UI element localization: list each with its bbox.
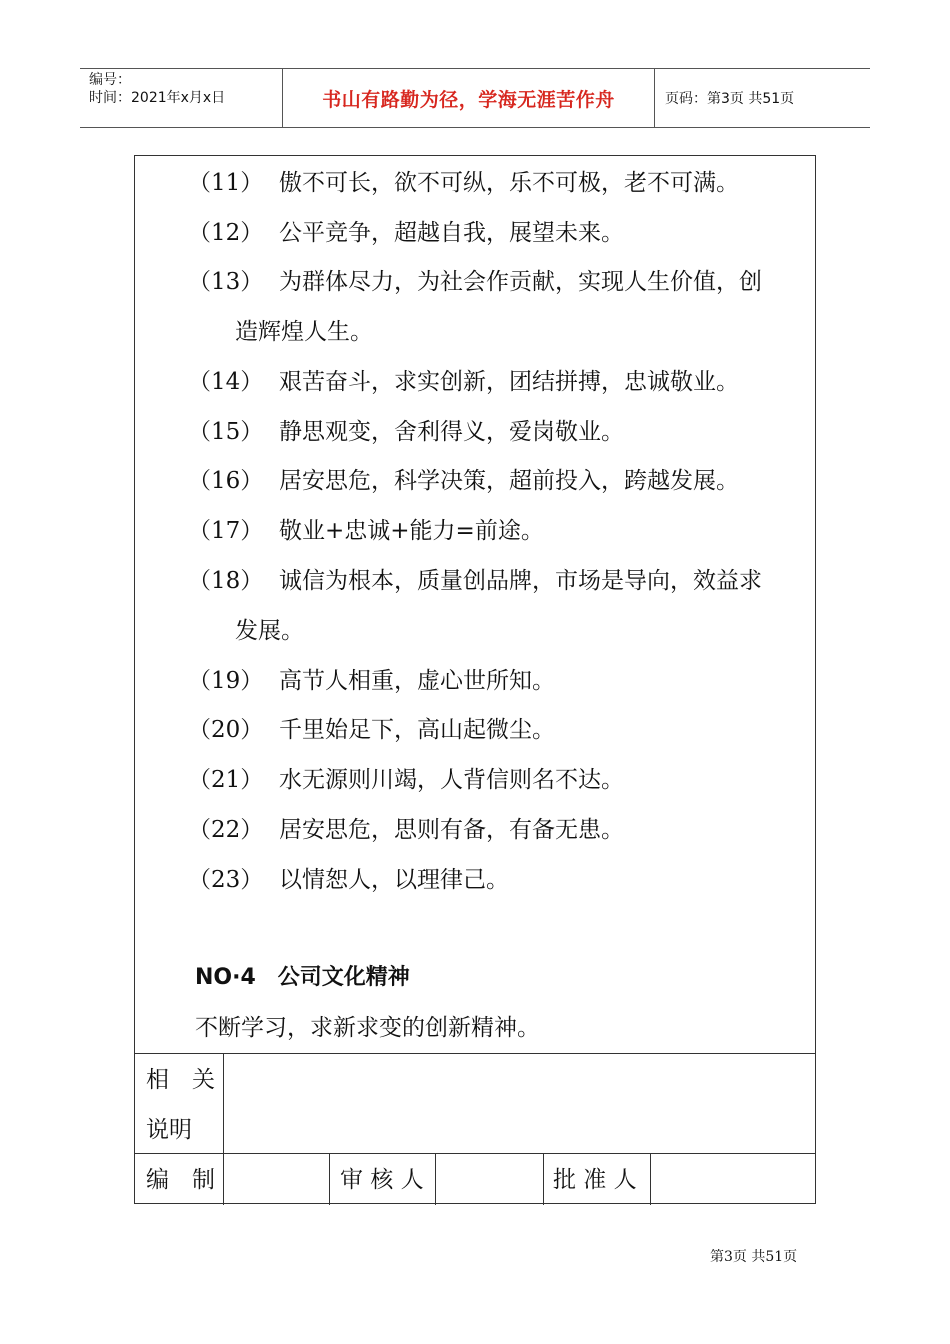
item-text: 艰苦奋斗，求实创新，团结拼搏，忠诚敬业。 [279, 369, 739, 395]
item-number: （14） [188, 369, 264, 395]
item-number: （12） [188, 220, 264, 246]
item-number: （17） [188, 518, 264, 544]
item-number: （22） [188, 817, 264, 843]
table-column-divider [223, 1053, 224, 1205]
item-number: （11） [188, 170, 264, 196]
item-continuation: 造辉煌人生。 [235, 319, 373, 345]
description-label: 说明 [146, 1117, 192, 1143]
related-label: 相 关 [146, 1067, 215, 1093]
item-text: 敬业+忠诚+能力=前途。 [279, 518, 544, 544]
header-page-text: 页码：第3页 共51页 [665, 91, 795, 107]
item-text: 以情恕人，以理律己。 [279, 867, 509, 893]
item-text: 居安思危，思则有备，有备无患。 [279, 817, 624, 843]
table-column-divider [329, 1153, 330, 1205]
page-header [80, 68, 870, 128]
item-text: 千里始足下，高山起微尘。 [279, 717, 555, 743]
table-column-divider [543, 1153, 544, 1205]
number-label: 编号： [89, 72, 131, 88]
reviewer-label: 审 核 人 [340, 1167, 424, 1193]
item-number: （13） [188, 269, 264, 295]
item-continuation: 发展。 [235, 618, 304, 644]
item-number: （19） [188, 668, 264, 694]
item-number: （16） [188, 468, 264, 494]
item-text: 公平竞争，超越自我，展望未来。 [279, 220, 624, 246]
page-footer: 第3页 共51页 [710, 1249, 798, 1265]
item-text: 静思观变，舍利得义，爱岗敬业。 [279, 419, 624, 445]
item-text: 居安思危，科学决策，超前投入，跨越发展。 [279, 468, 739, 494]
item-text: 高节人相重，虚心世所知。 [279, 668, 555, 694]
header-meta [80, 69, 282, 127]
item-number: （23） [188, 867, 264, 893]
item-number: （15） [188, 419, 264, 445]
section-body: 不断学习，求新求变的创新精神。 [195, 1015, 540, 1041]
item-number: （20） [188, 717, 264, 743]
item-text: 诚信为根本，质量创品牌，市场是导向，效益求 [279, 568, 762, 594]
content-box [134, 155, 816, 1204]
item-text: 水无源则川竭，人背信则名不达。 [279, 767, 624, 793]
compiler-label: 编 制 [146, 1167, 215, 1193]
item-number: （18） [188, 568, 264, 594]
approver-label: 批 准 人 [553, 1167, 637, 1193]
item-number: （21） [188, 767, 264, 793]
table-divider [135, 1153, 815, 1154]
table-divider [135, 1053, 815, 1054]
item-text: 为群体尽力，为社会作贡献，实现人生价值，创 [279, 269, 762, 295]
item-text: 傲不可长，欲不可纵，乐不可极，老不可满。 [279, 170, 739, 196]
table-column-divider [435, 1153, 436, 1205]
header-page-info [655, 69, 870, 127]
section-title: NO·4 公司文化精神 [195, 965, 410, 990]
header-motto-cell [282, 69, 655, 127]
motto: 书山有路勤为径，学海无涯苦作舟 [322, 88, 615, 111]
time-label: 时间：2021年x月x日 [89, 90, 226, 106]
table-column-divider [650, 1153, 651, 1205]
